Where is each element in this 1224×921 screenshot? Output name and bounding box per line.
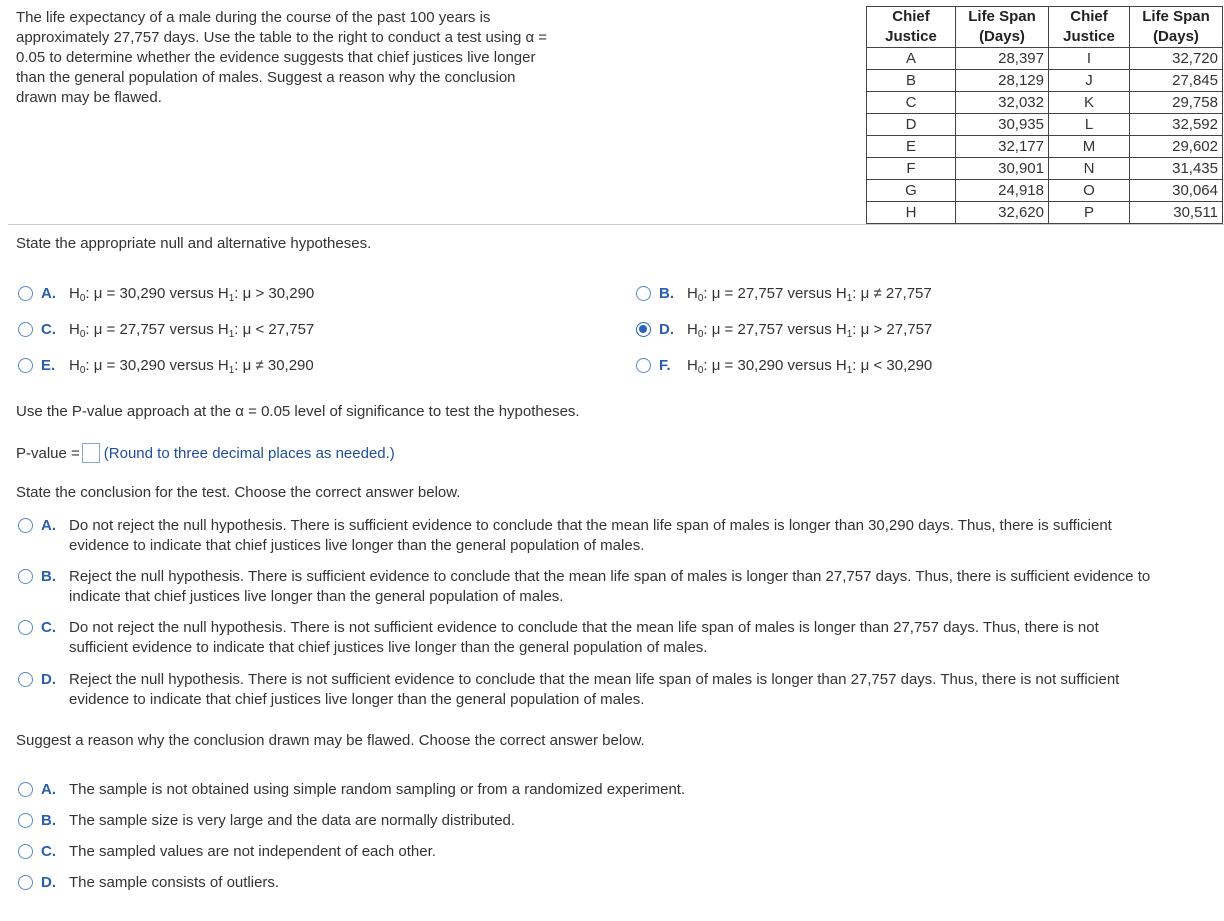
table-cell: N <box>1049 158 1130 180</box>
q1-prompt: State the appropriate null and alternative hypotheses. <box>16 235 372 252</box>
problem-intro: The life expectancy of a male during the course of the past 100 years is approximately 27,757 days. Use the table to the right to conduct a test using α = 0.05 to determine whether the evidence suggests that chief justices live longer than the general population of males. Suggest a reason why the conclusion drawn may be flawed. <box>16 9 548 106</box>
option-letter: D. <box>41 874 56 891</box>
radio-button-icon[interactable] <box>18 672 33 687</box>
option-letter: A. <box>41 781 56 798</box>
table-row <box>867 92 1223 114</box>
radio-button-icon[interactable] <box>636 322 651 337</box>
q1-option-a[interactable] <box>18 284 314 309</box>
q1-option-d[interactable] <box>636 320 932 345</box>
table-cell: 29,602 <box>1130 136 1223 158</box>
option-letter: B. <box>659 285 674 302</box>
table-header: Life Span (Days) <box>1130 7 1223 48</box>
option-text: Do not reject the null hypothesis. There is sufficient evidence to conclude that the mean life span of males is longer than 30,290 days. Thus, there is sufficient evidence to indicate that chief justices live longer than the general population of males. <box>69 517 1112 554</box>
table-cell: I <box>1049 48 1130 70</box>
data-table <box>866 6 1223 224</box>
p-value-row <box>16 443 395 464</box>
q4-option-c[interactable] <box>18 842 436 862</box>
radio-button-icon[interactable] <box>18 782 33 797</box>
table-cell: 30,901 <box>956 158 1049 180</box>
table-cell: 30,064 <box>1130 180 1223 202</box>
option-text: $H_0$: μ = 30,290 versus $H_1$: μ ≠ 30,290 <box>69 357 314 376</box>
table-cell: 24,918 <box>956 180 1049 202</box>
table-cell: G <box>867 180 956 202</box>
table-cell: P <box>1049 202 1130 224</box>
radio-button-icon[interactable] <box>636 286 651 301</box>
q3-prompt: State the conclusion for the test. Choose the correct answer below. <box>16 484 461 501</box>
table-cell: C <box>867 92 956 114</box>
table-cell: H <box>867 202 956 224</box>
radio-button-icon[interactable] <box>18 813 33 828</box>
table-cell: E <box>867 136 956 158</box>
table-cell: 29,758 <box>1130 92 1223 114</box>
table-cell: J <box>1049 70 1130 92</box>
option-letter: C. <box>41 843 56 860</box>
radio-button-icon[interactable] <box>18 286 33 301</box>
table-cell: 30,935 <box>956 114 1049 136</box>
table-cell: K <box>1049 92 1130 114</box>
q1-option-b[interactable] <box>636 284 932 309</box>
option-letter: B. <box>41 568 56 585</box>
radio-button-icon[interactable] <box>18 358 33 373</box>
option-letter: A. <box>41 517 56 534</box>
option-letter: C. <box>41 321 56 338</box>
table-cell: O <box>1049 180 1130 202</box>
option-text: The sample is not obtained using simple random sampling or from a randomized experiment. <box>69 781 686 798</box>
rounding-hint: (Round to three decimal places as needed.) <box>103 445 395 462</box>
option-text: $H_0$: μ = 30,290 versus $H_1$: μ > 30,290 <box>69 285 315 304</box>
table-row <box>867 114 1223 136</box>
table-row <box>867 136 1223 158</box>
table-cell: 27,845 <box>1130 70 1223 92</box>
table-row <box>867 158 1223 180</box>
table-cell: 28,129 <box>956 70 1049 92</box>
q4-prompt: Suggest a reason why the conclusion drawn may be flawed. Choose the correct answer below. <box>16 732 645 749</box>
table-cell: M <box>1049 136 1130 158</box>
q4-option-a[interactable] <box>18 780 685 800</box>
p-value-label: P-value = <box>16 445 80 462</box>
table-row <box>867 202 1223 224</box>
option-text: Do not reject the null hypothesis. There is not sufficient evidence to conclude that the mean life span of males is longer than 27,757 days. Thus, there is not sufficient evidence to indicate that chief justices live longer than the general population of males. <box>69 619 1099 656</box>
table-cell: 32,032 <box>956 92 1049 114</box>
q4-option-b[interactable] <box>18 811 515 831</box>
q2-prompt: Use the P-value approach at the α = 0.05 level of significance to test the hypotheses. <box>16 403 580 420</box>
option-letter: D. <box>659 321 674 338</box>
table-cell: 32,177 <box>956 136 1049 158</box>
option-text: The sample consists of outliers. <box>69 874 280 891</box>
table-cell: 32,620 <box>956 202 1049 224</box>
q3-option-d[interactable] <box>18 670 1224 710</box>
option-letter: D. <box>41 671 56 688</box>
option-text: Reject the null hypothesis. There is sufficient evidence to conclude that the mean life span of males is longer than 27,757 days. Thus, there is sufficient evidence to indicate that chief justices live longer than the general population of males. <box>69 568 1151 605</box>
table-cell: 28,397 <box>956 48 1049 70</box>
table-cell: 32,592 <box>1130 114 1223 136</box>
table-header: Chief Justice <box>1049 7 1130 48</box>
table-cell: L <box>1049 114 1130 136</box>
radio-button-icon[interactable] <box>18 569 33 584</box>
table-cell: F <box>867 158 956 180</box>
table-cell: D <box>867 114 956 136</box>
option-text: $H_0$: μ = 27,757 versus $H_1$: μ < 27,757 <box>69 321 315 340</box>
option-letter: F. <box>659 357 671 374</box>
q1-option-f[interactable] <box>636 356 932 381</box>
table-cell: 32,720 <box>1130 48 1223 70</box>
option-text: $H_0$: μ = 27,757 versus $H_1$: μ > 27,757 <box>687 321 933 340</box>
q1-option-e[interactable] <box>18 356 314 381</box>
option-letter: B. <box>41 812 56 829</box>
option-text: The sampled values are not independent of each other. <box>69 843 436 860</box>
q3-option-a[interactable] <box>18 516 1224 556</box>
q3-option-c[interactable] <box>18 618 1224 658</box>
section-divider <box>8 224 1224 225</box>
q3-option-b[interactable] <box>18 567 1224 607</box>
table-cell: A <box>867 48 956 70</box>
option-letter: A. <box>41 285 56 302</box>
radio-button-icon[interactable] <box>18 620 33 635</box>
option-text: Reject the null hypothesis. There is not sufficient evidence to conclude that the mean life span of males is longer than 27,757 days. Thus, there is not sufficient evidence to indicate that chief justices live longer than the general population of males. <box>69 671 1120 708</box>
radio-button-icon[interactable] <box>636 358 651 373</box>
table-cell: 30,511 <box>1130 202 1223 224</box>
q1-option-c[interactable] <box>18 320 314 345</box>
radio-button-icon[interactable] <box>18 875 33 890</box>
table-row <box>867 48 1223 70</box>
p-value-input[interactable] <box>82 443 100 463</box>
radio-button-icon[interactable] <box>18 844 33 859</box>
radio-button-icon[interactable] <box>18 518 33 533</box>
table-header: Chief Justice <box>867 7 956 48</box>
table-row <box>867 70 1223 92</box>
radio-button-icon[interactable] <box>18 322 33 337</box>
option-letter: E. <box>41 357 56 374</box>
table-cell: 31,435 <box>1130 158 1223 180</box>
option-letter: C. <box>41 619 56 636</box>
table-header: Life Span (Days) <box>956 7 1049 48</box>
q4-option-d[interactable] <box>18 873 279 893</box>
option-text: $H_0$: μ = 27,757 versus $H_1$: μ ≠ 27,757 <box>687 285 932 304</box>
table-row <box>867 180 1223 202</box>
option-text: $H_0$: μ = 30,290 versus $H_1$: μ < 30,290 <box>687 357 933 376</box>
table-cell: B <box>867 70 956 92</box>
option-text: The sample size is very large and the data are normally distributed. <box>69 812 516 829</box>
